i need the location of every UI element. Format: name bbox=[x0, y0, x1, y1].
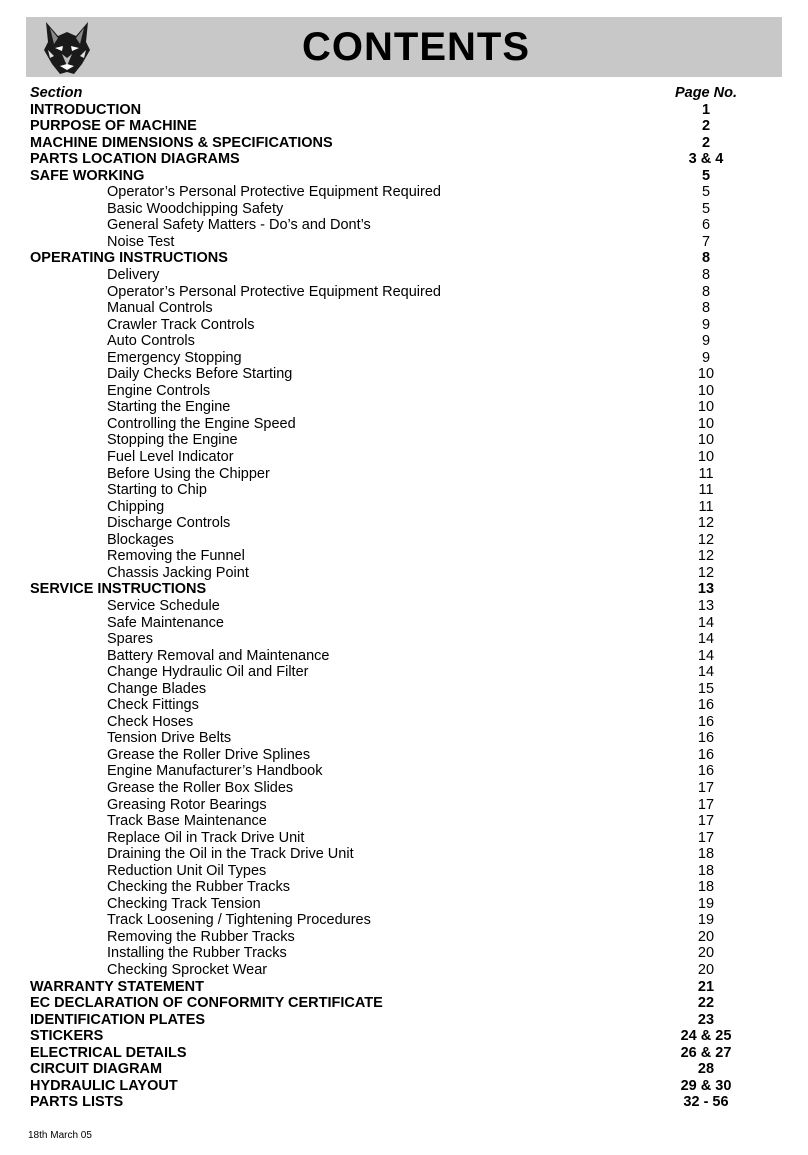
toc-subsection-row bbox=[30, 747, 742, 764]
toc-entry-page: 26 & 27 bbox=[680, 1044, 732, 1061]
toc-subsection-row bbox=[30, 681, 742, 698]
toc-entry-label: Noise Test bbox=[107, 233, 175, 250]
toc-subsection-row bbox=[30, 333, 742, 350]
toc-subsection-row bbox=[30, 929, 742, 946]
toc-entry-page: 21 bbox=[697, 978, 715, 995]
toc-subsection-row bbox=[30, 383, 742, 400]
toc-entry-page: 17 bbox=[697, 813, 715, 830]
toc-entry-page: 11 bbox=[698, 498, 714, 515]
toc-entry-page: 16 bbox=[697, 746, 715, 763]
toc-entry-page: 16 bbox=[697, 730, 715, 747]
toc-entry-page: 10 bbox=[697, 449, 715, 466]
toc-section-row bbox=[30, 250, 742, 267]
toc-entry-page: 19 bbox=[697, 895, 715, 912]
toc-subsection-row bbox=[30, 912, 742, 929]
toc-entry-page: 24 & 25 bbox=[680, 1028, 732, 1045]
toc-entry-page: 5 bbox=[701, 200, 711, 217]
toc-entry-label: Removing the Rubber Tracks bbox=[107, 928, 295, 945]
toc-entry-label: INTRODUCTION bbox=[30, 101, 142, 118]
toc-entry-page: 1 bbox=[701, 101, 711, 118]
toc-entry-label: ELECTRICAL DETAILS bbox=[30, 1044, 187, 1061]
toc-section-row bbox=[30, 1078, 742, 1095]
toc-section-row bbox=[30, 135, 742, 152]
toc-entry-page: 20 bbox=[697, 961, 715, 978]
toc-entry-page: 12 bbox=[697, 564, 715, 581]
toc-entry-page: 10 bbox=[697, 366, 715, 383]
toc-entry-page: 8 bbox=[701, 250, 711, 267]
toc-entry-page: 2 bbox=[701, 118, 711, 135]
toc-entry-page: 7 bbox=[701, 233, 711, 250]
toc-subsection-row bbox=[30, 565, 742, 582]
toc-subsection-row bbox=[30, 664, 742, 681]
toc-subsection-row bbox=[30, 350, 742, 367]
toc-entry-label: Operator’s Personal Protective Equipment Required bbox=[107, 184, 441, 201]
toc-subsection-row bbox=[30, 184, 742, 201]
toc-section-row bbox=[30, 995, 742, 1012]
toc-entry-label: Engine Manufacturer’s Handbook bbox=[107, 763, 323, 780]
toc-section-row bbox=[30, 1012, 742, 1029]
toc-entry-label: IDENTIFICATION PLATES bbox=[30, 1011, 206, 1028]
toc-entry-page: 14 bbox=[697, 664, 715, 681]
toc-section-row bbox=[30, 1045, 742, 1062]
toc-section-row bbox=[30, 168, 742, 185]
toc-subsection-row bbox=[30, 813, 742, 830]
toc-entry-page: 5 bbox=[701, 184, 711, 201]
toc-entry-label: Stopping the Engine bbox=[107, 432, 238, 449]
toc-entry-page: 3 & 4 bbox=[688, 151, 724, 168]
toc-entry-label: Reduction Unit Oil Types bbox=[107, 862, 267, 879]
toc-entry-page: 23 bbox=[697, 1011, 715, 1028]
toc-entry-label: Manual Controls bbox=[107, 300, 213, 317]
toc-subsection-row bbox=[30, 879, 742, 896]
toc-entry-label: HYDRAULIC LAYOUT bbox=[30, 1077, 178, 1094]
toc-subsection-row bbox=[30, 432, 742, 449]
toc-entry-page: 9 bbox=[701, 333, 711, 350]
toc-entry-label: Change Hydraulic Oil and Filter bbox=[107, 664, 309, 681]
toc-entry-label: Checking the Rubber Tracks bbox=[107, 879, 290, 896]
toc-entry-page: 14 bbox=[697, 614, 715, 631]
toc-entry-label: General Safety Matters - Do’s and Dont’s bbox=[107, 217, 371, 234]
toc-entry-page: 8 bbox=[701, 283, 711, 300]
toc-entry-label: Battery Removal and Maintenance bbox=[107, 647, 330, 664]
toc-entry-label: CIRCUIT DIAGRAM bbox=[30, 1061, 163, 1078]
section-column-header: Section bbox=[30, 85, 83, 101]
toc-subsection-row bbox=[30, 300, 742, 317]
toc-entry-page: 16 bbox=[697, 697, 715, 714]
toc-subsection-row bbox=[30, 797, 742, 814]
toc-entry-page: 6 bbox=[701, 217, 711, 234]
toc-entry-label: Before Using the Chipper bbox=[107, 465, 270, 482]
toc-subsection-row bbox=[30, 863, 742, 880]
toc-subsection-row bbox=[30, 631, 742, 648]
toc-entry-page: 11 bbox=[698, 482, 714, 499]
toc-entry-label: Operator’s Personal Protective Equipment Required bbox=[107, 283, 441, 300]
page-title: CONTENTS bbox=[302, 25, 530, 69]
toc-section-row bbox=[30, 1061, 742, 1078]
toc-entry-page: 10 bbox=[697, 432, 715, 449]
toc-entry-label: Basic Woodchipping Safety bbox=[107, 200, 284, 217]
toc-entry-label: Engine Controls bbox=[107, 382, 211, 399]
toc-entry-page: 15 bbox=[697, 680, 715, 697]
toc-entry-label: Safe Maintenance bbox=[107, 614, 224, 631]
toc-entry-label: Replace Oil in Track Drive Unit bbox=[107, 829, 305, 846]
toc-entry-label: PURPOSE OF MACHINE bbox=[30, 118, 197, 135]
toc-subsection-row bbox=[30, 366, 742, 383]
toc-entry-label: Chassis Jacking Point bbox=[107, 564, 249, 581]
toc-section-row bbox=[30, 118, 742, 135]
toc-section-row bbox=[30, 151, 742, 168]
toc-entry-label: Check Fittings bbox=[107, 697, 199, 714]
toc-entry-page: 10 bbox=[697, 399, 715, 416]
toc-entry-page: 18 bbox=[697, 846, 715, 863]
toc-subsection-row bbox=[30, 846, 742, 863]
toc-subsection-row bbox=[30, 780, 742, 797]
toc-entry-page: 22 bbox=[697, 995, 715, 1012]
toc-entry-page: 17 bbox=[697, 779, 715, 796]
toc-entry-label: Starting the Engine bbox=[107, 399, 231, 416]
toc-entry-label: PARTS LOCATION DIAGRAMS bbox=[30, 151, 240, 168]
toc-entry-label: EC DECLARATION OF CONFORMITY CERTIFICATE bbox=[30, 995, 383, 1012]
toc-subsection-row bbox=[30, 449, 742, 466]
toc-subsection-row bbox=[30, 515, 742, 532]
toc-entry-page: 14 bbox=[697, 647, 715, 664]
table-of-contents bbox=[30, 85, 742, 1111]
toc-subsection-row bbox=[30, 416, 742, 433]
toc-entry-label: Track Loosening / Tightening Procedures bbox=[107, 912, 371, 929]
toc-entry-page: 12 bbox=[697, 515, 715, 532]
toc-subsection-row bbox=[30, 615, 742, 632]
toc-entry-page: 10 bbox=[697, 382, 715, 399]
footer-date: 18th March 05 bbox=[28, 1130, 92, 1141]
toc-subsection-row bbox=[30, 317, 742, 334]
toc-entry-label: Emergency Stopping bbox=[107, 349, 242, 366]
toc-entry-label: Checking Sprocket Wear bbox=[107, 961, 268, 978]
toc-subsection-row bbox=[30, 697, 742, 714]
toc-entry-label: Chipping bbox=[107, 498, 165, 515]
toc-entry-page: 20 bbox=[697, 945, 715, 962]
toc-subsection-row bbox=[30, 648, 742, 665]
toc-entry-label: Installing the Rubber Tracks bbox=[107, 945, 287, 962]
toc-entry-page: 2 bbox=[701, 134, 711, 151]
toc-entry-label: Crawler Track Controls bbox=[107, 316, 255, 333]
toc-entry-page: 9 bbox=[701, 316, 711, 333]
toc-entry-page: 16 bbox=[697, 763, 715, 780]
toc-subsection-row bbox=[30, 399, 742, 416]
toc-entry-page: 5 bbox=[701, 167, 711, 184]
toc-entry-page: 18 bbox=[697, 862, 715, 879]
toc-entry-label: Check Hoses bbox=[107, 713, 194, 730]
toc-subsection-row bbox=[30, 763, 742, 780]
toc-entry-page: 8 bbox=[701, 300, 711, 317]
toc-subsection-row bbox=[30, 945, 742, 962]
toc-subsection-row bbox=[30, 499, 742, 516]
toc-entry-label: Starting to Chip bbox=[107, 482, 207, 499]
toc-subsection-row bbox=[30, 482, 742, 499]
toc-subsection-row bbox=[30, 548, 742, 565]
toc-entry-label: SERVICE INSTRUCTIONS bbox=[30, 581, 207, 598]
toc-entry-label: WARRANTY STATEMENT bbox=[30, 978, 204, 995]
toc-section-row bbox=[30, 581, 742, 598]
toc-entry-label: Fuel Level Indicator bbox=[107, 449, 234, 466]
toc-section-row bbox=[30, 1028, 742, 1045]
toc-entry-page: 13 bbox=[697, 597, 715, 614]
toc-entry-label: Blockages bbox=[107, 531, 174, 548]
toc-subsection-row bbox=[30, 217, 742, 234]
toc-entry-page: 20 bbox=[697, 928, 715, 945]
toc-subsection-row bbox=[30, 830, 742, 847]
toc-entry-page: 17 bbox=[697, 829, 715, 846]
toc-section-row bbox=[30, 979, 742, 996]
toc-section-row bbox=[30, 1094, 742, 1111]
toc-entry-label: Checking Track Tension bbox=[107, 895, 261, 912]
toc-entry-label: Delivery bbox=[107, 267, 160, 284]
toc-subsection-row bbox=[30, 714, 742, 731]
toc-entry-label: Change Blades bbox=[107, 680, 207, 697]
toc-entry-page: 18 bbox=[697, 879, 715, 896]
toc-subsection-row bbox=[30, 962, 742, 979]
toc-entry-page: 12 bbox=[697, 548, 715, 565]
toc-subsection-row bbox=[30, 234, 742, 251]
toc-entry-label: OPERATING INSTRUCTIONS bbox=[30, 250, 228, 267]
toc-entry-page: 17 bbox=[697, 796, 715, 813]
toc-entry-label: MACHINE DIMENSIONS & SPECIFICATIONS bbox=[30, 134, 333, 151]
toc-entry-label: Spares bbox=[107, 631, 153, 648]
toc-entry-label: Grease the Roller Box Slides bbox=[107, 779, 294, 796]
toc-subsection-row bbox=[30, 284, 742, 301]
toc-entry-page: 19 bbox=[697, 912, 715, 929]
toc-entry-label: Discharge Controls bbox=[107, 515, 231, 532]
toc-subsection-row bbox=[30, 466, 742, 483]
toc-subsection-row bbox=[30, 598, 742, 615]
toc-entry-label: Grease the Roller Drive Splines bbox=[107, 746, 311, 763]
toc-entry-label: Service Schedule bbox=[107, 597, 220, 614]
toc-entry-label: Tension Drive Belts bbox=[107, 730, 232, 747]
toc-subsection-row bbox=[30, 532, 742, 549]
toc-entry-page: 16 bbox=[697, 713, 715, 730]
toc-subsection-row bbox=[30, 730, 742, 747]
toc-section-row bbox=[30, 102, 742, 119]
toc-entry-page: 32 - 56 bbox=[683, 1094, 729, 1111]
toc-entry-label: Auto Controls bbox=[107, 333, 195, 350]
toc-entry-page: 8 bbox=[701, 267, 711, 284]
toc-entry-label: Removing the Funnel bbox=[107, 548, 245, 565]
toc-entry-page: 13 bbox=[697, 581, 715, 598]
toc-column-headers bbox=[30, 85, 742, 102]
toc-entry-label: Daily Checks Before Starting bbox=[107, 366, 293, 383]
toc-entry-page: 29 & 30 bbox=[680, 1077, 732, 1094]
toc-entry-label: SAFE WORKING bbox=[30, 167, 145, 184]
toc-entry-label: Track Base Maintenance bbox=[107, 813, 267, 830]
toc-entry-label: Controlling the Engine Speed bbox=[107, 415, 296, 432]
toc-entry-page: 10 bbox=[697, 415, 715, 432]
toc-entry-label: STICKERS bbox=[30, 1028, 104, 1045]
toc-subsection-row bbox=[30, 896, 742, 913]
toc-entry-label: Draining the Oil in the Track Drive Unit bbox=[107, 846, 354, 863]
page-column-header: Page No. bbox=[674, 85, 738, 101]
toc-entry-label: PARTS LISTS bbox=[30, 1094, 124, 1111]
toc-entry-page: 28 bbox=[697, 1061, 715, 1078]
header-banner bbox=[26, 17, 782, 77]
toc-entry-page: 14 bbox=[697, 631, 715, 648]
toc-entry-label: Greasing Rotor Bearings bbox=[107, 796, 267, 813]
toc-entry-page: 9 bbox=[701, 349, 711, 366]
toc-entry-page: 12 bbox=[697, 531, 715, 548]
toc-subsection-row bbox=[30, 267, 742, 284]
toc-subsection-row bbox=[30, 201, 742, 218]
toc-entry-page: 11 bbox=[698, 465, 714, 482]
